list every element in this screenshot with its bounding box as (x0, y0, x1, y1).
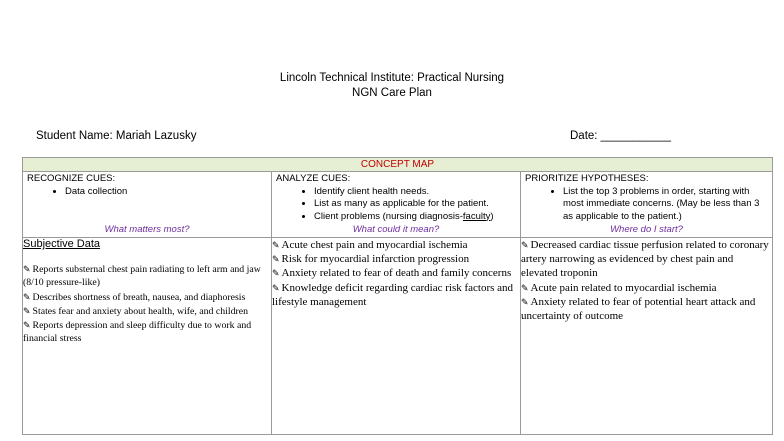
document-subtitle: NGN Care Plan (352, 87, 432, 99)
recognize-cues-list (23, 186, 271, 199)
list-item: • List the top 3 problems in order, starting with most immediate concerns. (May be less than 3 as applicable to the patient.) (563, 186, 772, 224)
checkbox-marker-icon: ✎ (272, 268, 280, 279)
checkbox-marker-icon: ✎ (23, 305, 31, 316)
list-item: • List as many as applicable for the patient. (314, 198, 520, 211)
prioritize-hypotheses-content (521, 238, 773, 435)
prioritize-hypotheses-list (521, 186, 772, 224)
prioritize-hypotheses-prompt: Where do I start? (610, 223, 683, 235)
prioritize-hypotheses-cell (521, 172, 773, 238)
institution-title: Lincoln Technical Institute: Practical Nursing (279, 72, 505, 84)
list-item (314, 211, 520, 224)
concept-map-title: CONCEPT MAP (23, 158, 773, 172)
list-item (272, 281, 520, 309)
list-item (272, 252, 520, 266)
recognize-cues-cell (23, 172, 272, 238)
checkbox-marker-icon: ✎ (272, 254, 280, 265)
list-item-text: Anxiety related to fear of potential heart attack and uncertainty of outcome (521, 295, 756, 323)
analyze-cues-prompt: What could it mean? (352, 223, 440, 235)
analyze-cues-heading: ANALYZE CUES: (276, 173, 351, 184)
student-name: Student Name: Mariah Lazusky (36, 130, 197, 142)
faculty-term: faculty (462, 210, 491, 222)
list-item (521, 238, 772, 281)
date-field: Date: ___________ (570, 130, 672, 142)
list-item (521, 281, 772, 295)
analyze-cues-content (272, 238, 521, 435)
subjective-data-cell (23, 238, 272, 435)
concept-map-table (22, 157, 773, 435)
list-item-text: Acute pain related to myocardial ischemia (530, 281, 717, 294)
subjective-data-heading: Subjective Data (23, 238, 101, 250)
checkbox-marker-icon: ✎ (272, 240, 280, 250)
checkbox-marker-icon: ✎ (23, 291, 31, 302)
checkbox-marker-icon: ✎ (521, 296, 529, 307)
list-item (272, 238, 520, 252)
list-item (521, 295, 772, 323)
list-item (23, 305, 271, 318)
recognize-cues-heading: RECOGNIZE CUES: (27, 173, 116, 184)
list-item-text: Risk for myocardial infarction progression (281, 253, 470, 266)
list-item (23, 319, 271, 345)
analyze-cues-list (272, 186, 520, 224)
list-item-text: Client problems (nursing diagnosis- (314, 210, 463, 222)
list-item-text: Knowledge deficit regarding cardiac risk factors and lifestyle management (272, 281, 514, 308)
list-item-text: Reports depression and sleep difficulty due to work and financial stress (23, 320, 252, 345)
list-item (272, 266, 520, 280)
analyze-cues-cell (272, 172, 521, 238)
list-item-text: Decreased cardiac tissue perfusion related to coronary artery narrowing as evidenced by chest pain and elevated troponin (521, 239, 769, 280)
list-item-text: Reports substernal chest pain radiating to left arm and jaw (8/10 pressure-like) (23, 264, 261, 289)
checkbox-marker-icon: ✎ (272, 282, 280, 293)
checkbox-marker-icon: ✎ (23, 264, 31, 275)
list-item (23, 263, 271, 289)
list-item-text: ) (490, 210, 494, 222)
recognize-cues-prompt: What matters most? (104, 223, 190, 235)
list-item-text: Anxiety related to fear of death and family concerns (281, 267, 512, 280)
list-item-text: States fear and anxiety about health, wife, and children (32, 305, 248, 317)
checkbox-marker-icon: ✎ (23, 320, 31, 331)
list-item (23, 291, 271, 304)
checkbox-marker-icon: ✎ (521, 282, 529, 293)
list-item-text: Acute chest pain and myocardial ischemia (281, 239, 468, 251)
checkbox-marker-icon: ✎ (521, 240, 529, 250)
prioritize-hypotheses-heading: PRIORITIZE HYPOTHESES: (525, 173, 649, 184)
list-item: • Identify client health needs. (314, 186, 520, 199)
list-item: • Data collection (65, 186, 271, 199)
list-item-text: Describes shortness of breath, nausea, and diaphoresis (32, 291, 246, 303)
